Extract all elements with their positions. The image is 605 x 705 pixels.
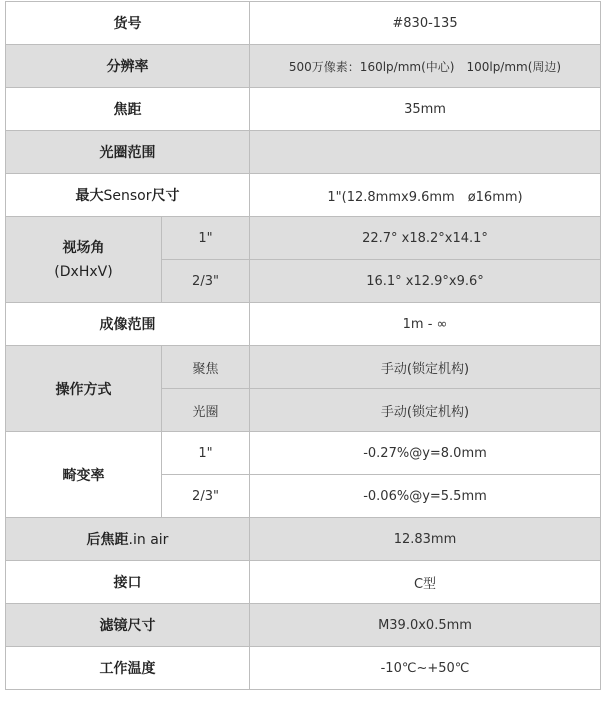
view-angle-label-line2: (DxHxV) [54, 263, 113, 280]
model-value: #830-135 [250, 2, 601, 45]
back-focal-label-bold: 后焦距 [86, 532, 129, 548]
view-angle-label [6, 217, 162, 303]
max-sensor-label-bold: 最大 [75, 188, 104, 204]
distortion-label: 畸变率 [6, 432, 162, 518]
distortion-sub-2: 2/3" [162, 475, 250, 518]
distortion-value-2: -0.06%@y=5.5mm [250, 475, 601, 518]
filter-size-value: M39.0x0.5mm [250, 604, 601, 647]
row-back-focal [6, 518, 601, 561]
view-angle-sub-2: 2/3" [162, 260, 250, 303]
row-distortion-1 [6, 432, 601, 475]
spec-table-container [5, 1, 600, 690]
row-operation-1 [6, 346, 601, 389]
operation-sub-1: 聚焦 [162, 346, 250, 389]
row-filter-size [6, 604, 601, 647]
back-focal-label [6, 518, 250, 561]
aperture-range-label: 光圈范围 [6, 131, 250, 174]
row-resolution [6, 45, 601, 88]
row-max-sensor [6, 174, 601, 217]
focal-length-value: 35mm [250, 88, 601, 131]
max-sensor-label-end: 尺寸 [151, 188, 180, 204]
imaging-range-value: 1m - ∞ [250, 303, 601, 346]
row-model [6, 2, 601, 45]
back-focal-label-thin: .in air [128, 532, 169, 548]
operation-value-1: 手动(锁定机构) [250, 346, 601, 389]
focal-length-label: 焦距 [6, 88, 250, 131]
mount-value: C型 [250, 561, 601, 604]
mount-label: 接口 [6, 561, 250, 604]
max-sensor-label [6, 174, 250, 217]
temperature-label: 工作温度 [6, 647, 250, 690]
imaging-range-label: 成像范围 [6, 303, 250, 346]
row-focal-length [6, 88, 601, 131]
view-angle-sub-1: 1" [162, 217, 250, 260]
view-angle-value-1: 22.7° x18.2°x14.1° [250, 217, 601, 260]
distortion-value-1: -0.27%@y=8.0mm [250, 432, 601, 475]
view-angle-value-2: 16.1° x12.9°x9.6° [250, 260, 601, 303]
temperature-value: -10℃~+50℃ [250, 647, 601, 690]
operation-value-2: 手动(锁定机构) [250, 389, 601, 432]
row-temperature [6, 647, 601, 690]
max-sensor-value: 1"(12.8mmx9.6mm ø16mm) [250, 174, 601, 217]
back-focal-value: 12.83mm [250, 518, 601, 561]
row-imaging-range [6, 303, 601, 346]
view-angle-label-line1: 视场角 [62, 239, 105, 256]
model-label: 货号 [6, 2, 250, 45]
spec-table [5, 1, 601, 690]
filter-size-label: 滤镜尺寸 [6, 604, 250, 647]
resolution-label: 分辨率 [6, 45, 250, 88]
max-sensor-label-mid: Sensor [103, 188, 152, 204]
row-mount [6, 561, 601, 604]
row-view-angle-1 [6, 217, 601, 260]
operation-label: 操作方式 [6, 346, 162, 432]
resolution-value: 500万像素：160lp/mm(中心) 100lp/mm(周边) [250, 45, 601, 88]
aperture-range-value [250, 131, 601, 174]
row-aperture-range [6, 131, 601, 174]
operation-sub-2: 光圈 [162, 389, 250, 432]
distortion-sub-1: 1" [162, 432, 250, 475]
